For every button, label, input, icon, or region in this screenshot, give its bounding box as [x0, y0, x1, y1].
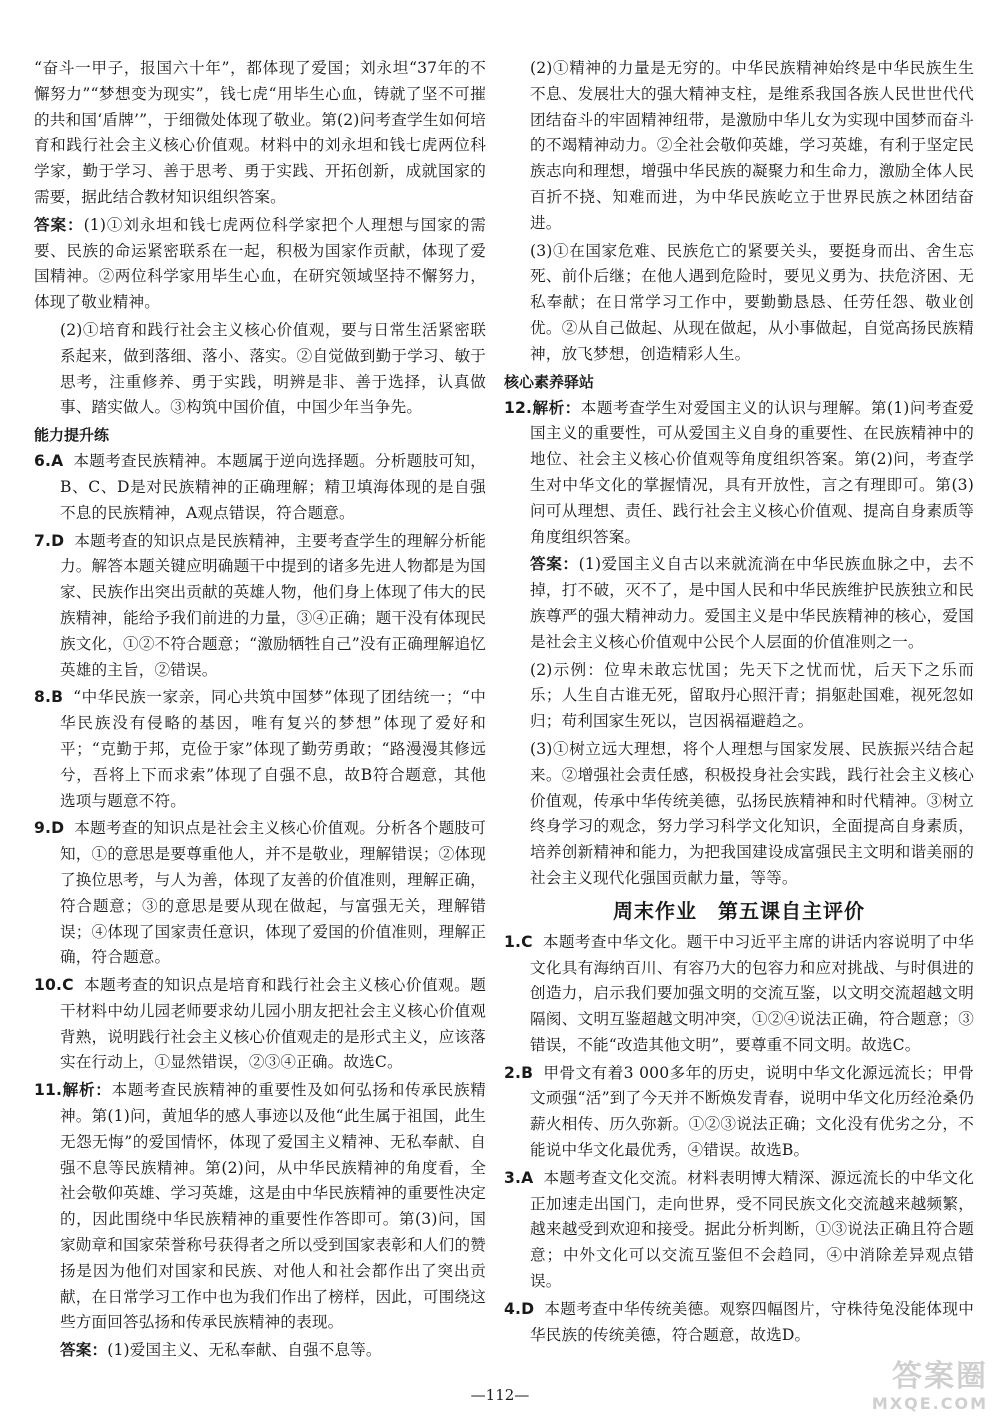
question-item — [504, 1166, 974, 1295]
watermark-url: MXQE.COM — [871, 1394, 988, 1413]
answer-paragraph — [34, 1338, 486, 1364]
answer-paragraph — [504, 552, 974, 655]
question-number: 9. — [34, 819, 52, 838]
question-item — [34, 1078, 486, 1336]
answer-choice: A — [521, 1168, 534, 1187]
question-item — [34, 973, 486, 1076]
analysis-label: 解析： — [532, 398, 581, 417]
analysis-label: 解析： — [62, 1081, 112, 1100]
answer-choice: C — [521, 932, 533, 951]
explanation-text: 本题考查中华传统美德。观察四幅图片，守株待兔没能体现中华民族的传统美德，符合题意，故选D。 — [530, 1299, 974, 1344]
question-number: 2. — [504, 1063, 522, 1082]
question-number: 4. — [504, 1299, 522, 1318]
question-item — [34, 685, 486, 814]
answer-choice: B — [51, 688, 64, 707]
answer-paragraph — [34, 213, 486, 316]
answer-label: 答案： — [34, 215, 84, 234]
question-item — [34, 816, 486, 971]
answer-text: (1)①刘永坦和钱七虎两位科学家把个人理想与国家的需要、民族的命运紧密联系在一起，积极为国家作贡献，体现了爱国精神。②两位科学家用毕生心血，在研究领域坚持不懈努力，体现了敬业精神。 — [34, 215, 486, 312]
explanation-text: 本题考查学生对爱国主义的认识与理解。第(1)问考查爱国主义的重要性，可从爱国主义自身的重要性、在民族精神中的地位、社会主义核心价值观等角度组织答案。第(2)问，考查学生对中华文化的掌握情况，具有开放性，言之有理即可。第(3)问可从理想、责任、践行社会主义核心价值观、提高自身素质等角度组织答案。 — [530, 398, 974, 546]
section-heading: 核心素养驿站 — [504, 372, 595, 391]
answer-text: (1)爱国主义自古以来就流淌在中华民族血脉之中，去不掉，打不破，灭不了，是中国人民和中华民族维护民族独立和民族尊严的强大精神动力。爱国主义是中华民族精神的核心，爱国是社会主义核心价值观中公民个人层面的价值准则之一。 — [530, 555, 974, 651]
paragraph: “奋斗一甲子，报国六十年”，都体现了爱国；刘永坦“37年的不懈努力”“梦想变为现实”，钱七虎“用毕生心血，铸就了坚不可摧的共和国‘盾牌’”，于细微处体现了敬业。第(2)问考查学生如何培育和践行社会主义核心价值观。材料中的刘永坦和钱七虎两位科学家，勤于学习、善于思考、勇于实践、开拓创新，成就国家的需要，据此结合教材知识组织答案。 — [34, 59, 486, 206]
answer-choice: C — [62, 976, 74, 995]
answer-label: 答案： — [60, 1341, 108, 1360]
explanation-text: 本题考查的知识点是社会主义核心价值观。分析各个题肢可知，①的意思是要尊重他人，并不是敬业，理解错误；②体现了换位思考，与人为善，体现了友善的价值准则，理解正确，符合题意；③的意思是要从现在做起，与富强无关，理解错误；④体现了国家责任意识，体现了爱国的价值准则，理解正确，符合题意。 — [60, 819, 486, 967]
answer-choice: D — [51, 531, 65, 550]
question-item — [34, 529, 486, 684]
question-number: 6. — [34, 452, 52, 471]
explanation-text: “中华民族一家亲，同心共筑中国梦”体现了团结统一；“中华民族没有侵略的基因，唯有复兴的梦想”体现了爱好和平；“克勤于邦，克俭于家”体现了勤劳勇敢；“路漫漫其修远兮，吾将上下而求索”体现了自强不息，故B符合题意，其他选项与题意不符。 — [60, 688, 486, 810]
explanation-text: 本题考查的知识点是培育和践行社会主义核心价值观。题干材料中幼儿园老师要求幼儿园小朋友把社会主义核心价值观背熟，说明践行社会主义核心价值观走的是形式主义，应该落实在行动上，①显然错误，②③④正确。故选C。 — [60, 976, 486, 1072]
question-item — [504, 1061, 974, 1164]
watermark-text: 答案圈 — [892, 1359, 988, 1394]
question-item — [504, 396, 974, 551]
answer-choice: B — [521, 1063, 534, 1082]
page-number: —112— — [470, 1386, 530, 1404]
question-item — [504, 1297, 974, 1349]
paragraph: (2)①精神的力量是无穷的。中华民族精神始终是中华民族生生不息、发展壮大的强大精神支柱，是维系我国各族人民世世代代团结奋斗的牢固精神纽带，是激励中华儿女为实现中国梦而奋斗的不竭精神动力。②全社会敬仰英雄，学习英雄，有利于坚定民族志向和理想，增强中华民族的凝聚力和生命力，激励全体人民百折不挠、知难而进，为中华民族屹立于世界民族之林团结奋进。 — [530, 59, 974, 232]
question-number: 3. — [504, 1168, 522, 1187]
answer-choice: A — [51, 452, 64, 471]
question-item — [34, 449, 486, 526]
explanation-text: 甲骨文有着3 000多年的历史，说明中华文化源远流长；甲骨文顽强“活”到了今天并不断焕发青春，说明中华文化历经沧桑仍薪火相传、历久弥新。①②③说法正确；文化没有优劣之分，不能说中华文化最优秀，④错误。故选B。 — [530, 1063, 974, 1160]
question-number: 7. — [34, 531, 52, 550]
question-item — [504, 930, 974, 1059]
paragraph: (2)①培育和践行社会主义核心价值观，要与日常生活紧密联系起来，做到落细、落小、落实。②自觉做到勤于学习、敏于思考，注重修养、勇于实践，明辨是非、善于选择，认真做事、踏实做人。③构筑中国价值，中国少年当争先。 — [60, 320, 486, 417]
left-column — [34, 56, 486, 1366]
answer-choice: D — [51, 819, 65, 838]
watermark-logo — [838, 1360, 988, 1420]
explanation-text: 本题考查民族精神。本题属于逆向选择题。分析题肢可知，B、C、D是对民族精神的正确理解；精卫填海体现的是自强不息的民族精神，A观点错误，符合题意。 — [60, 452, 486, 522]
answer-label: 答案： — [530, 555, 579, 574]
answer-text: (1)爱国主义、无私奉献、自强不息等。 — [107, 1341, 382, 1360]
section-heading: 能力提升练 — [34, 426, 110, 445]
explanation-text: 本题考查民族精神的重要性及如何弘扬和传承民族精神。第(1)问，黄旭华的感人事迹以及他“此生属于祖国，此生无怨无悔”的爱国情怀，体现了爱国主义精神、无私奉献、自强不息等民族精神。第(2)问，从中华民族精神的角度看，全社会敬仰英雄、学习英雄，这是由中华民族精神的重要性决定的，因此围绕中华民族精神的重要性作答即可。第(3)问，国家勋章和国家荣誉称号获得者之所以受到国家表彰和人们的赞扬是因为他们对国家和民族、对他人和社会都作出了突出贡献，在日常学习工作中也为我们作出了榜样，因此，可围绕这些方面回答弘扬和传承民族精神的表现。 — [60, 1081, 487, 1332]
question-number: 11. — [34, 1081, 63, 1100]
chapter-title: 周末作业 第五课自主评价 — [613, 898, 865, 923]
right-column — [504, 56, 974, 1350]
explanation-text: 本题考查的知识点是民族精神，主要考查学生的理解分析能力。解答本题关键应明确题干中提到的诸多先进人物都是为国家、民族作出突出贡献的英雄人物，他们身上体现了伟大的民族精神，能给予我们前进的力量，③④正确；题干没有体现民族文化，①②不符合题意；“激励牺牲自己”没有正确理解追忆英雄的主旨，②错误。 — [60, 531, 486, 679]
question-number: 1. — [504, 932, 522, 951]
question-number: 12. — [504, 398, 533, 417]
explanation-text: 本题考查中华文化。题干中习近平主席的讲话内容说明了中华文化具有海纳百川、有容乃大的包容力和应对挑战、与时俱进的创造力，启示我们要加强文明的交流互鉴，以文明交流超越文明隔阂、文明互鉴超越文明冲突，①②④说法正确，符合题意；③错误，不能“改造其他文明”，要尊重不同文明。故选C。 — [530, 932, 974, 1054]
paragraph: (3)①在国家危难、民族危亡的紧要关头，要挺身而出、舍生忘死、前仆后继；在他人遇到危险时，要见义勇为、扶危济困、无私奉献；在日常学习工作中，要勤勤恳恳、任劳任怨、敬业创优。②从自己做起、从现在做起，从小事做起，自觉高扬民族精神，放飞梦想，创造精彩人生。 — [530, 241, 974, 363]
question-number: 8. — [34, 688, 52, 707]
explanation-text: 本题考查文化交流。材料表明博大精深、源远流长的中华文化正加速走出国门，走向世界，受不同民族文化交流越来越频繁，越来越受到欢迎和接受。据此分析判断，①③说法正确且符合题意；中外文化可以交流互鉴但不会趋同，④中消除差异观点错误。 — [530, 1168, 974, 1291]
paragraph: (3)①树立远大理想，将个人理想与国家发展、民族振兴结合起来。②增强社会责任感，积极投身社会实践，践行社会主义核心价值观，传承中华传统美德，弘扬民族精神和时代精神。③树立终身学习的观念，努力学习科学文化知识，全面提高自身素质，培养创新精神和能力，为把我国建设成富强民主文明和谐美丽的社会主义现代化强国贡献力量，等等。 — [530, 739, 974, 887]
paragraph: (2)示例：位卑未敢忘忧国；先天下之忧而忧，后天下之乐而乐；人生自古谁无死，留取丹心照汗青；捐躯赴国难，视死忽如归；苟利国家生死以，岂因祸福避趋之。 — [530, 660, 974, 731]
question-number: 10. — [34, 976, 63, 995]
answer-choice: D — [521, 1299, 535, 1318]
